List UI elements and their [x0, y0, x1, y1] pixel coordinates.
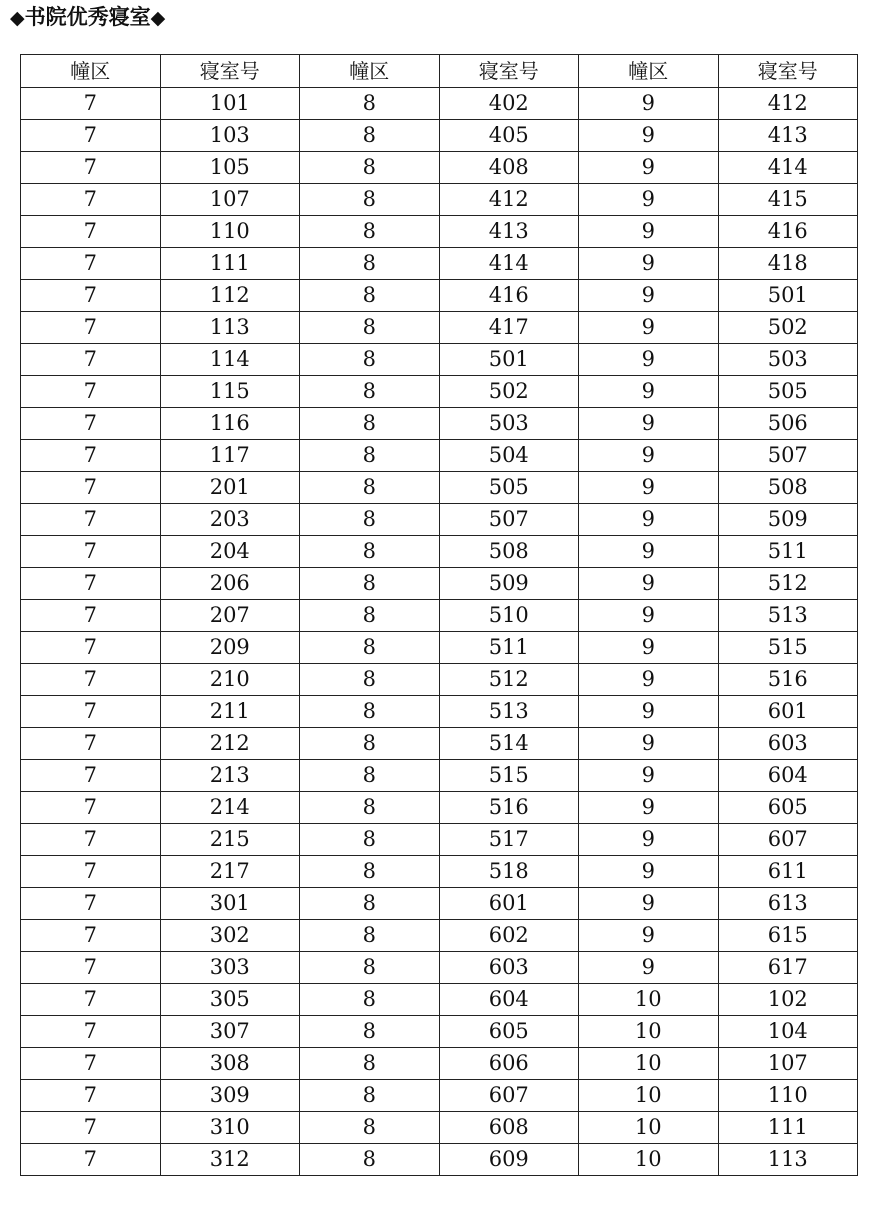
room-cell: 310 — [160, 1112, 300, 1144]
building-cell: 7 — [21, 248, 161, 280]
building-cell: 9 — [579, 472, 719, 504]
page-title-text: 书院优秀寝室 — [24, 5, 151, 29]
room-cell: 107 — [160, 184, 300, 216]
building-cell: 9 — [579, 280, 719, 312]
room-cell: 513 — [718, 600, 858, 632]
room-cell: 212 — [160, 728, 300, 760]
table-row — [21, 696, 858, 728]
building-cell: 10 — [579, 1144, 719, 1176]
room-cell: 213 — [160, 760, 300, 792]
building-cell: 7 — [21, 600, 161, 632]
building-cell: 8 — [300, 184, 440, 216]
dormitory-table — [20, 54, 858, 1176]
table-row — [21, 408, 858, 440]
room-cell: 101 — [160, 88, 300, 120]
building-cell: 7 — [21, 408, 161, 440]
building-cell: 8 — [300, 952, 440, 984]
diamond-icon-right: ◆ — [150, 7, 166, 29]
room-cell: 413 — [718, 120, 858, 152]
header-building-2: 幢区 — [300, 55, 440, 88]
building-cell: 10 — [579, 1112, 719, 1144]
room-cell: 113 — [160, 312, 300, 344]
building-cell: 8 — [300, 920, 440, 952]
building-cell: 8 — [300, 536, 440, 568]
table-row — [21, 824, 858, 856]
room-cell: 601 — [439, 888, 579, 920]
room-cell: 110 — [160, 216, 300, 248]
building-cell: 9 — [579, 504, 719, 536]
building-cell: 7 — [21, 152, 161, 184]
room-cell: 503 — [718, 344, 858, 376]
room-cell: 415 — [718, 184, 858, 216]
table-row — [21, 280, 858, 312]
room-cell: 511 — [718, 536, 858, 568]
room-cell: 110 — [718, 1080, 858, 1112]
building-cell: 8 — [300, 152, 440, 184]
room-cell: 305 — [160, 984, 300, 1016]
room-cell: 201 — [160, 472, 300, 504]
building-cell: 8 — [300, 120, 440, 152]
room-cell: 603 — [439, 952, 579, 984]
building-cell: 8 — [300, 1080, 440, 1112]
building-cell: 7 — [21, 1144, 161, 1176]
building-cell: 9 — [579, 632, 719, 664]
building-cell: 8 — [300, 568, 440, 600]
room-cell: 502 — [718, 312, 858, 344]
building-cell: 9 — [579, 920, 719, 952]
room-cell: 204 — [160, 536, 300, 568]
room-cell: 513 — [439, 696, 579, 728]
building-cell: 7 — [21, 696, 161, 728]
room-cell: 515 — [718, 632, 858, 664]
room-cell: 309 — [160, 1080, 300, 1112]
room-cell: 606 — [439, 1048, 579, 1080]
room-cell: 303 — [160, 952, 300, 984]
table-row — [21, 152, 858, 184]
room-cell: 509 — [439, 568, 579, 600]
table-row — [21, 760, 858, 792]
building-cell: 7 — [21, 472, 161, 504]
header-building-3: 幢区 — [579, 55, 719, 88]
room-cell: 617 — [718, 952, 858, 984]
building-cell: 7 — [21, 824, 161, 856]
building-cell: 9 — [579, 824, 719, 856]
room-cell: 501 — [439, 344, 579, 376]
building-cell: 7 — [21, 440, 161, 472]
building-cell: 7 — [21, 504, 161, 536]
room-cell: 508 — [718, 472, 858, 504]
table-row — [21, 536, 858, 568]
room-cell: 613 — [718, 888, 858, 920]
table-row — [21, 952, 858, 984]
room-cell: 604 — [439, 984, 579, 1016]
room-cell: 117 — [160, 440, 300, 472]
table-row — [21, 1080, 858, 1112]
room-cell: 508 — [439, 536, 579, 568]
table-row — [21, 312, 858, 344]
room-cell: 112 — [160, 280, 300, 312]
room-cell: 412 — [718, 88, 858, 120]
room-cell: 504 — [439, 440, 579, 472]
building-cell: 10 — [579, 984, 719, 1016]
room-cell: 506 — [718, 408, 858, 440]
room-cell: 416 — [439, 280, 579, 312]
room-cell: 516 — [439, 792, 579, 824]
building-cell: 7 — [21, 1048, 161, 1080]
building-cell: 9 — [579, 344, 719, 376]
building-cell: 9 — [579, 376, 719, 408]
room-cell: 603 — [718, 728, 858, 760]
room-cell: 111 — [160, 248, 300, 280]
table-row — [21, 472, 858, 504]
building-cell: 7 — [21, 984, 161, 1016]
table-row — [21, 984, 858, 1016]
building-cell: 9 — [579, 120, 719, 152]
building-cell: 7 — [21, 216, 161, 248]
room-cell: 601 — [718, 696, 858, 728]
building-cell: 8 — [300, 376, 440, 408]
building-cell: 7 — [21, 120, 161, 152]
room-cell: 416 — [718, 216, 858, 248]
building-cell: 8 — [300, 824, 440, 856]
room-cell: 516 — [718, 664, 858, 696]
building-cell: 8 — [300, 280, 440, 312]
building-cell: 7 — [21, 88, 161, 120]
table-row — [21, 216, 858, 248]
room-cell: 607 — [439, 1080, 579, 1112]
building-cell: 7 — [21, 952, 161, 984]
room-cell: 514 — [439, 728, 579, 760]
room-cell: 510 — [439, 600, 579, 632]
building-cell: 8 — [300, 1112, 440, 1144]
building-cell: 8 — [300, 472, 440, 504]
building-cell: 8 — [300, 792, 440, 824]
room-cell: 312 — [160, 1144, 300, 1176]
building-cell: 9 — [579, 760, 719, 792]
room-cell: 512 — [439, 664, 579, 696]
building-cell: 8 — [300, 600, 440, 632]
room-cell: 511 — [439, 632, 579, 664]
table-row — [21, 1048, 858, 1080]
building-cell: 7 — [21, 568, 161, 600]
building-cell: 8 — [300, 632, 440, 664]
building-cell: 9 — [579, 312, 719, 344]
room-cell: 302 — [160, 920, 300, 952]
building-cell: 8 — [300, 504, 440, 536]
building-cell: 8 — [300, 1144, 440, 1176]
room-cell: 308 — [160, 1048, 300, 1080]
room-cell: 413 — [439, 216, 579, 248]
table-row — [21, 376, 858, 408]
table-row — [21, 88, 858, 120]
building-cell: 7 — [21, 1112, 161, 1144]
building-cell: 7 — [21, 344, 161, 376]
building-cell: 8 — [300, 728, 440, 760]
building-cell: 8 — [300, 344, 440, 376]
building-cell: 8 — [300, 888, 440, 920]
table-row — [21, 664, 858, 696]
room-cell: 301 — [160, 888, 300, 920]
room-cell: 307 — [160, 1016, 300, 1048]
room-cell: 503 — [439, 408, 579, 440]
room-cell: 509 — [718, 504, 858, 536]
room-cell: 210 — [160, 664, 300, 696]
building-cell: 9 — [579, 664, 719, 696]
building-cell: 7 — [21, 664, 161, 696]
table-row — [21, 1016, 858, 1048]
room-cell: 608 — [439, 1112, 579, 1144]
room-cell: 505 — [439, 472, 579, 504]
header-room-1: 寝室号 — [160, 55, 300, 88]
building-cell: 7 — [21, 856, 161, 888]
header-building-1: 幢区 — [21, 55, 161, 88]
room-cell: 113 — [718, 1144, 858, 1176]
building-cell: 9 — [579, 600, 719, 632]
building-cell: 8 — [300, 984, 440, 1016]
room-cell: 417 — [439, 312, 579, 344]
building-cell: 10 — [579, 1048, 719, 1080]
room-cell: 517 — [439, 824, 579, 856]
building-cell: 8 — [300, 856, 440, 888]
building-cell: 10 — [579, 1080, 719, 1112]
room-cell: 203 — [160, 504, 300, 536]
building-cell: 9 — [579, 440, 719, 472]
room-cell: 116 — [160, 408, 300, 440]
building-cell: 9 — [579, 952, 719, 984]
diamond-icon-left: ◆ — [10, 7, 25, 29]
room-cell: 102 — [718, 984, 858, 1016]
room-cell: 609 — [439, 1144, 579, 1176]
building-cell: 7 — [21, 920, 161, 952]
building-cell: 7 — [21, 792, 161, 824]
building-cell: 9 — [579, 408, 719, 440]
building-cell: 7 — [21, 632, 161, 664]
room-cell: 605 — [718, 792, 858, 824]
room-cell: 604 — [718, 760, 858, 792]
building-cell: 7 — [21, 760, 161, 792]
room-cell: 502 — [439, 376, 579, 408]
building-cell: 8 — [300, 1048, 440, 1080]
room-cell: 607 — [718, 824, 858, 856]
room-cell: 611 — [718, 856, 858, 888]
building-cell: 9 — [579, 696, 719, 728]
building-cell: 9 — [579, 536, 719, 568]
building-cell: 7 — [21, 728, 161, 760]
table-row — [21, 440, 858, 472]
room-cell: 408 — [439, 152, 579, 184]
building-cell: 8 — [300, 88, 440, 120]
room-cell: 107 — [718, 1048, 858, 1080]
building-cell: 9 — [579, 216, 719, 248]
header-room-3: 寝室号 — [718, 55, 858, 88]
building-cell: 9 — [579, 792, 719, 824]
building-cell: 7 — [21, 312, 161, 344]
building-cell: 8 — [300, 408, 440, 440]
table-row — [21, 728, 858, 760]
table-row — [21, 856, 858, 888]
building-cell: 8 — [300, 440, 440, 472]
building-cell: 7 — [21, 888, 161, 920]
building-cell: 8 — [300, 696, 440, 728]
building-cell: 7 — [21, 376, 161, 408]
building-cell: 9 — [579, 888, 719, 920]
table-body — [21, 88, 858, 1176]
room-cell: 207 — [160, 600, 300, 632]
room-cell: 206 — [160, 568, 300, 600]
header-room-2: 寝室号 — [439, 55, 579, 88]
table-row — [21, 888, 858, 920]
room-cell: 414 — [718, 152, 858, 184]
table-row — [21, 184, 858, 216]
building-cell: 7 — [21, 280, 161, 312]
room-cell: 602 — [439, 920, 579, 952]
room-cell: 414 — [439, 248, 579, 280]
table-row — [21, 504, 858, 536]
building-cell: 10 — [579, 1016, 719, 1048]
room-cell: 211 — [160, 696, 300, 728]
table-row — [21, 344, 858, 376]
table-row — [21, 632, 858, 664]
building-cell: 9 — [579, 728, 719, 760]
room-cell: 507 — [718, 440, 858, 472]
building-cell: 8 — [300, 760, 440, 792]
building-cell: 7 — [21, 1080, 161, 1112]
building-cell: 8 — [300, 248, 440, 280]
building-cell: 9 — [579, 856, 719, 888]
room-cell: 405 — [439, 120, 579, 152]
room-cell: 412 — [439, 184, 579, 216]
room-cell: 215 — [160, 824, 300, 856]
room-cell: 214 — [160, 792, 300, 824]
room-cell: 507 — [439, 504, 579, 536]
building-cell: 9 — [579, 152, 719, 184]
room-cell: 505 — [718, 376, 858, 408]
room-cell: 115 — [160, 376, 300, 408]
building-cell: 9 — [579, 248, 719, 280]
room-cell: 402 — [439, 88, 579, 120]
building-cell: 8 — [300, 216, 440, 248]
room-cell: 209 — [160, 632, 300, 664]
building-cell: 7 — [21, 184, 161, 216]
table-row — [21, 568, 858, 600]
room-cell: 418 — [718, 248, 858, 280]
table-row — [21, 1112, 858, 1144]
room-cell: 605 — [439, 1016, 579, 1048]
room-cell: 105 — [160, 152, 300, 184]
room-cell: 512 — [718, 568, 858, 600]
room-cell: 103 — [160, 120, 300, 152]
room-cell: 217 — [160, 856, 300, 888]
room-cell: 114 — [160, 344, 300, 376]
building-cell: 9 — [579, 88, 719, 120]
room-cell: 518 — [439, 856, 579, 888]
room-cell: 104 — [718, 1016, 858, 1048]
table-row — [21, 600, 858, 632]
building-cell: 7 — [21, 1016, 161, 1048]
building-cell: 8 — [300, 312, 440, 344]
building-cell: 9 — [579, 568, 719, 600]
room-cell: 615 — [718, 920, 858, 952]
building-cell: 9 — [579, 184, 719, 216]
room-cell: 515 — [439, 760, 579, 792]
table-row — [21, 1144, 858, 1176]
table-row — [21, 920, 858, 952]
building-cell: 7 — [21, 536, 161, 568]
building-cell: 8 — [300, 664, 440, 696]
table-header-row — [21, 55, 858, 88]
room-cell: 501 — [718, 280, 858, 312]
table-row — [21, 792, 858, 824]
building-cell: 8 — [300, 1016, 440, 1048]
room-cell: 111 — [718, 1112, 858, 1144]
table-row — [21, 120, 858, 152]
table-row — [21, 248, 858, 280]
page-title — [10, 4, 165, 30]
